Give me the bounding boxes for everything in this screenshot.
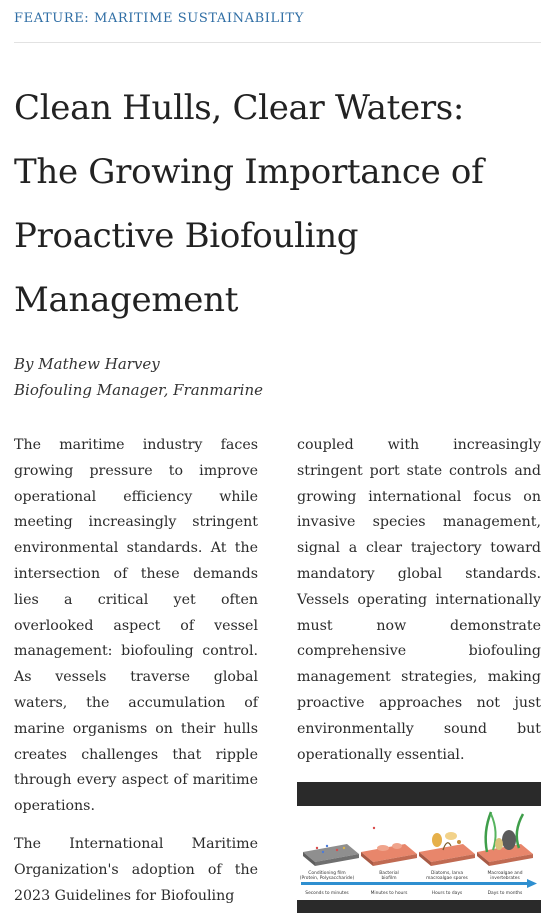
stage-sublabel: (Protein, Polysaccharide) — [299, 876, 355, 881]
headline-line: Proactive Biofouling — [14, 216, 359, 256]
stage-sublabel: invertebrates — [490, 876, 520, 881]
byline — [14, 351, 263, 403]
body-paragraph: The maritime industry faces growing pressure to improve operational efficiency while meeting increasingly stringent environmental standards. At the intersection of these demands lies a critical yet often overlooked aspect of vessel management: biofouling control. As vessels traverse global waters, the accumulation of marine organisms on their hulls creates challenges that ripple through every aspect of maritime operations. — [14, 437, 258, 815]
timeline-label: Days to months — [487, 891, 523, 896]
stage-label: Diatoms, larva — [430, 871, 464, 876]
body-paragraph: coupled with increasingly stringent port state controls and growing international focus on invasive species management, signal a clear trajectory toward mandatory global standards. Vessels operating internationally must now demonstrate comprehensive biofouling management strategies, making proactive approaches not just environmentally sound but operationally essential. — [297, 437, 541, 763]
section-kicker: FEATURE: MARITIME SUSTAINABILITY — [14, 11, 304, 26]
timeline-label: Minutes to hours — [370, 891, 408, 896]
stage-label: Bacterial — [379, 871, 399, 876]
article-column-left — [14, 433, 258, 909]
biofouling-stages-figure — [297, 782, 541, 913]
body-paragraph: The International Maritime Organization's adoption of the 2023 Guidelines for Biofouling — [14, 835, 258, 904]
article-headline — [14, 76, 541, 332]
headline-line: Clean Hulls, Clear Waters: — [14, 88, 465, 128]
byline-author: By Mathew Harvey — [14, 355, 160, 373]
stage-label: Conditioning film — [308, 871, 346, 876]
timeline-label: Seconds to minutes — [305, 891, 349, 896]
stage-sublabel: biofilm — [381, 876, 397, 881]
stage-sublabel: macroalgae spores — [426, 876, 468, 881]
stage-label: Macroalgae and — [487, 871, 523, 876]
timeline-arrow — [301, 882, 527, 885]
byline-role: Biofouling Manager, Franmarine — [14, 381, 264, 399]
timeline-label: Hours to days — [431, 891, 463, 896]
headline-line: Management — [14, 280, 239, 320]
article-column-right — [297, 433, 541, 768]
divider — [14, 42, 541, 43]
biofouling-illustration — [297, 782, 541, 913]
headline-line: The Growing Importance of — [14, 152, 484, 192]
